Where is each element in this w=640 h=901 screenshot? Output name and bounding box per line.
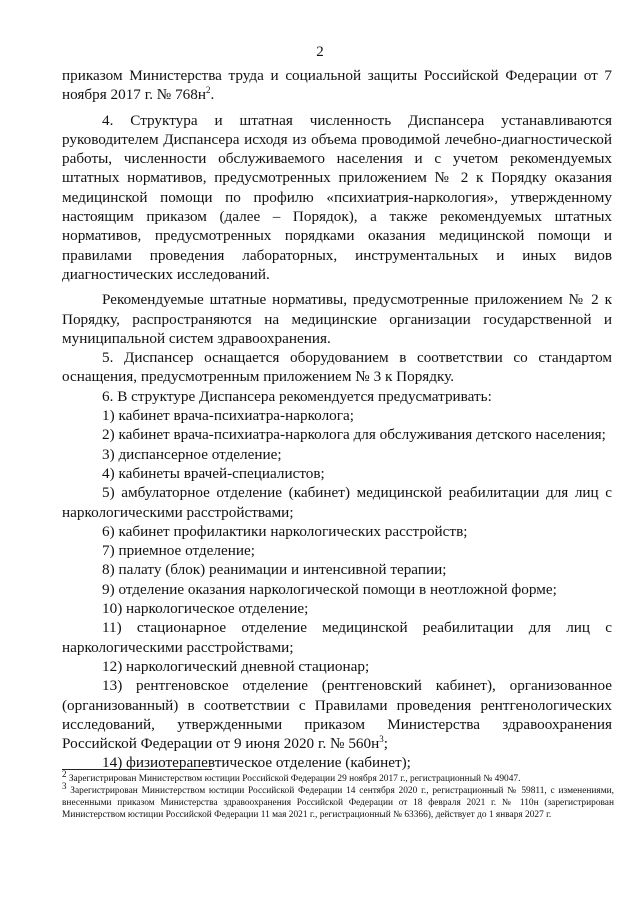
list-item: 3) диспансерное отделение;	[102, 445, 282, 463]
list-item: 11) стационарное отделение медицинской реабилитации для лиц с наркологическими расстройствами;	[62, 619, 612, 656]
list-item: 2) кабинет врача-психиатра-нарколога для обслуживания детского населения;	[102, 426, 606, 444]
footnotes	[62, 769, 614, 821]
document-body	[62, 66, 612, 773]
footnote-ref-3: 3	[379, 734, 384, 745]
page-number: 2	[316, 44, 324, 60]
list-item: 10) наркологическое отделение;	[102, 600, 309, 618]
recommended-norms-paragraph: Рекомендуемые штатные нормативы, предусмотренные приложением № 2 к Порядку, распространяются на медицинские организации государственной и муниципальной систем здравоохранения.	[62, 291, 612, 347]
structure-list	[62, 406, 612, 773]
item-13-text: 13) рентгеновское отделение (рентгеновский кабинет), организованное (организованный) в соответствии с Правилами проведения рентгенологических исследований, утвержденными приказом Министерства здравоохранения Российской Федерации от 9 июня 2020 г. № 560н	[62, 677, 612, 753]
footnote-ref-2: 2	[206, 85, 211, 96]
list-item: 6) кабинет профилактики наркологических расстройств;	[102, 522, 468, 540]
list-item: 1) кабинет врача-психиатра-нарколога;	[102, 407, 354, 425]
section-5-paragraph: 5. Диспансер оснащается оборудованием в соответствии со стандартом оснащения, предусмотренным приложением № 3 к Порядку.	[62, 349, 612, 386]
section-6-paragraph: 6. В структуре Диспансера рекомендуется предусматривать:	[102, 387, 492, 405]
list-item-13	[62, 676, 612, 753]
footnote-text: Зарегистрирован Министерством юстиции Российской Федерации 14 сентября 2020 г., регистрационный № 59811, с изменениями, внесенными приказом Министерства здравоохранения Российской Федерации от 18 февраля 2021 г. № 110н (зарегистрирован Министерством юстиции Российской Федерации 11 мая 2021 г., регистрационный № 63366), действует до 1 января 2027 г.	[62, 786, 614, 820]
section-4-paragraph: 4. Структура и штатная численность Диспансера устанавливаются руководителем Диспансера исходя из объема проводимой лечебно-диагностической работы, численности обслуживаемого населения и с учетом рекомендуемых штатных нормативов, предусмотренных приложением № 2 к Порядку оказания медицинской помощи по профилю «психиатрия-наркология», утвержденному настоящим приказом (далее – Порядок), а также рекомендуемых штатных нормативов, предусмотренных порядками оказания медицинской помощи и правилами проведения лабораторных, инструментальных и иных видов диагностических исследований.	[62, 111, 612, 283]
footnote-number: 3	[62, 780, 67, 791]
footnote-separator	[62, 769, 212, 770]
intro-tail: .	[210, 86, 215, 104]
footnote-3	[62, 780, 614, 822]
list-item: 9) отделение оказания наркологической помощи в неотложной форме;	[102, 580, 557, 598]
list-item: 7) приемное отделение;	[102, 542, 255, 560]
list-item: 4) кабинеты врачей-специалистов;	[102, 464, 325, 482]
footnote-text: Зарегистрирован Министерством юстиции Российской Федерации 29 ноября 2017 г., регистрационный № 49047.	[66, 774, 521, 785]
list-item: 8) палату (блок) реанимации и интенсивной терапии;	[102, 561, 447, 579]
item-13-tail: ;	[383, 735, 388, 753]
footnote-number: 2	[62, 769, 67, 779]
intro-text: приказом Министерства труда и социальной защиты Российской Федерации от 7 ноября 2017 г. № 768н	[62, 67, 612, 104]
list-item: 5) амбулаторное отделение (кабинет) медицинской реабилитации для лиц с наркологическими расстройствами;	[62, 484, 612, 521]
list-item: 14) физиотерапевтическое отделение (кабинет);	[102, 754, 411, 772]
intro-paragraph	[62, 66, 612, 105]
list-item: 12) наркологический дневной стационар;	[102, 657, 370, 675]
footnote-2	[62, 769, 614, 786]
